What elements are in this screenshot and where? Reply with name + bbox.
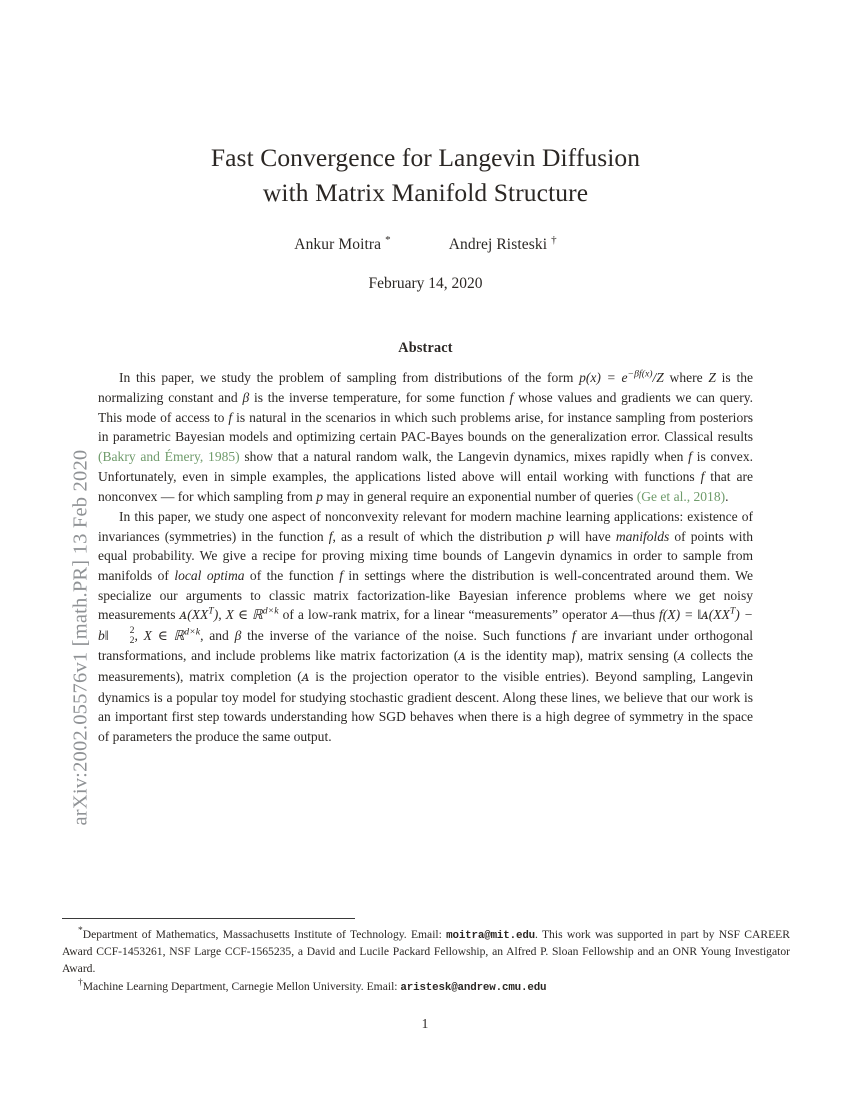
abstract-p1-text-c: is the normalizing constant and (98, 370, 753, 406)
abstract-p2-text-a: In this paper, we study one aspect of nonconvexity relevant for modern machine learning applications: existence of invariances (symmetries) in the function (98, 508, 753, 544)
abstract-p1-text-l: . (725, 488, 729, 504)
author-1-footnote-marker: * (385, 234, 391, 247)
abstract-body (98, 368, 753, 747)
paper-content-column (98, 0, 753, 747)
abstract-p1-text-k: may in general require an exponential number of queries (323, 488, 637, 504)
abstract-p2-text-g: in settings where the distribution is well-concentrated around them. We specialize our arguments to classic matrix factorization-like Bayesian inference problems where we get noisy measurements (98, 567, 753, 623)
abstract-p2-eq2-transpose: T (729, 605, 736, 617)
publication-date: February 14, 2020 (368, 275, 483, 293)
abstract-p2-text-e: of the function (244, 567, 340, 583)
footnote-1-email[interactable]: moitra@mit.edu (446, 930, 536, 942)
author-2-footnote-marker: † (551, 234, 557, 247)
title-line-2: with Matrix Manifold Structure (262, 178, 589, 208)
abstract-p2-var-f-1: f (328, 528, 333, 544)
abstract-p2-eq2-mid: (XX (708, 607, 730, 623)
abstract-p1-eq-px-base: p(x) = e (579, 370, 628, 386)
abstract-p2-equation-measurements (180, 607, 279, 622)
abstract-p2-eq2-norm-subscript: 2 (129, 635, 135, 647)
abstract-p1-var-beta: β (242, 390, 250, 406)
footnote-2-marker: † (78, 978, 83, 989)
footnote-2 (62, 979, 790, 996)
footnote-1-text-after: . This work was supported in part by NSF CAREER Award CCF-1453261, NSF Large CCF-1565235, a David and Lucile Packard Fellowship, an Alfred P. Sloan Fellowship and an ONR Young Investigator Award. (62, 928, 790, 975)
abstract-p2-operator-A-4: ᴀ (458, 648, 466, 665)
citation-bakry-emery[interactable]: (Bakry and Émery, 1985) (98, 449, 240, 465)
abstract-p1-text-b: where (663, 370, 709, 386)
abstract-p2-operator-A-5: ᴀ (677, 648, 686, 665)
abstract-p1-var-Z: Z (708, 370, 716, 386)
abstract-p2-emph-local-optima: local optima (174, 567, 245, 583)
abstract-p2-text-c: will have (554, 528, 616, 544)
abstract-heading: Abstract (398, 340, 453, 357)
abstract-p2-text-d: of points with equal probability. We give a recipe for proving mixing time bounds of Langevin dynamics in order to sample from manifolds of (98, 528, 754, 583)
abstract-p2-text-i: —thus (618, 607, 660, 623)
abstract-p2-text-j: , and (200, 628, 235, 644)
abstract-p2-eq2-tail: ) − b‖ (98, 607, 753, 644)
footnote-section (62, 918, 790, 997)
abstract-p1-var-f-1: f (509, 390, 514, 406)
author-2-name: Andrej Risteski (448, 236, 548, 254)
footnote-2-text-before: Machine Learning Department, Carnegie Mellon University. Email: (82, 980, 401, 994)
abstract-p2-operator-A-1: ᴀ (179, 607, 188, 624)
abstract-p2-eq2-dims: d×k (184, 626, 201, 638)
abstract-p1-eq-px-exponent: −βf(x) (627, 368, 653, 380)
abstract-p1-var-p: p (316, 488, 323, 504)
abstract-p2-eq1-dims: d×k (262, 605, 279, 617)
abstract-p2-operator-A-3: ᴀ (701, 607, 709, 624)
abstract-p2-eq2-head: f(X) = ‖ (659, 607, 702, 623)
abstract-p2-var-p: p (547, 528, 555, 544)
abstract-p1-text-d: is the inverse temperature, for some function (249, 390, 510, 406)
abstract-p2-eq1-body: (XX (187, 607, 209, 623)
footnote-separator-rule (62, 918, 355, 919)
author-2 (449, 236, 557, 254)
abstract-p2-operator-A-6: ᴀ (301, 669, 310, 686)
footnote-1 (62, 927, 790, 977)
abstract-p2-emph-manifolds: manifolds (615, 528, 670, 544)
abstract-p2-text-h: of a low-rank matrix, for a linear “measurements” operator (278, 607, 612, 623)
abstract-p1-var-f-4: f (700, 468, 705, 484)
abstract-p2-eq1-tail: ), X ∈ ℝ (213, 607, 263, 623)
arxiv-identifier-stamp: arXiv:2002.05576v1 [math.PR] 13 Feb 2020 (69, 449, 92, 826)
abstract-p2-var-f-3: f (571, 628, 576, 644)
citation-ge-et-al[interactable]: (Ge et al., 2018) (636, 488, 726, 504)
abstract-p2-text-k: the inverse of the variance of the noise. Such functions (241, 628, 572, 644)
abstract-p2-eq1-transpose: T (208, 605, 214, 617)
abstract-p2-eq2-norm-indices (109, 626, 135, 646)
abstract-p1-var-f-3: f (688, 449, 692, 465)
abstract-p2-var-f-2: f (339, 567, 343, 583)
abstract-p2-text-b: , as a result of which the distribution (332, 528, 548, 544)
abstract-p1-text-g: is natural in the scenarios in which such problems arise, for instance sampling from posteriors in parametric Bayesian models and optimizing certain PAC-Bayes bounds on the generalization error. Classical results (98, 409, 753, 445)
footnote-2-email[interactable]: aristesk@andrew.cmu.edu (400, 982, 547, 995)
abstract-p1-text-i: is convex. Unfortunately, even in simple examples, the applications listed above will entail working with functions (98, 449, 753, 484)
abstract-p2-operator-A-2: ᴀ (611, 607, 619, 624)
page-number: 1 (421, 1016, 429, 1031)
page-title (98, 140, 753, 210)
abstract-p2-var-beta: β (234, 628, 242, 644)
abstract-p1-text-j: that are nonconvex — for which sampling from (98, 468, 754, 504)
abstract-p1-eq-px-tail: /Z (652, 370, 664, 386)
author-list (98, 236, 753, 254)
abstract-paragraph-1 (98, 368, 753, 506)
abstract-p1-text-a: In this paper, we study the problem of sampling from distributions of the form (119, 370, 580, 386)
abstract-p1-text-e: whose values and gradients we can query. This mode of access to (98, 390, 753, 425)
abstract-p2-text-l: are invariant under orthogonal transformations, and include problems like matrix factorization ( (98, 628, 753, 664)
abstract-p2-text-n: collects the measurements), matrix completion ( (98, 648, 754, 685)
abstract-p2-text-m: is the identity map), matrix sensing ( (465, 648, 678, 664)
title-line-1: Fast Convergence for Langevin Diffusion (210, 143, 641, 172)
abstract-p1-eq-px (579, 370, 664, 385)
abstract-paragraph-2 (98, 507, 753, 747)
author-1 (294, 236, 390, 254)
abstract-p2-text-o: is the projection operator to the visible entries). Beyond sampling, Langevin dynamics is a popular toy model for studying stochastic gradient descent. Along these lines, we believe that our work is an important first step towards understanding how SGD behaves when there is a high degree of symmetry in the space of parameters the produce the same output. (98, 669, 753, 745)
footnote-1-text-before: Department of Mathematics, Massachusetts Institute of Technology. Email: (82, 928, 447, 941)
abstract-p1-var-f-2: f (228, 409, 233, 425)
abstract-p2-eq2-domain: , X ∈ ℝ (134, 628, 185, 644)
abstract-p1-text-h: show that a natural random walk, the Langevin dynamics, mixes rapidly when (239, 449, 689, 465)
footnote-1-marker: * (78, 926, 83, 937)
abstract-p2-eq2-norm-power: 2 (129, 625, 135, 637)
author-1-name: Ankur Moitra (294, 236, 382, 254)
